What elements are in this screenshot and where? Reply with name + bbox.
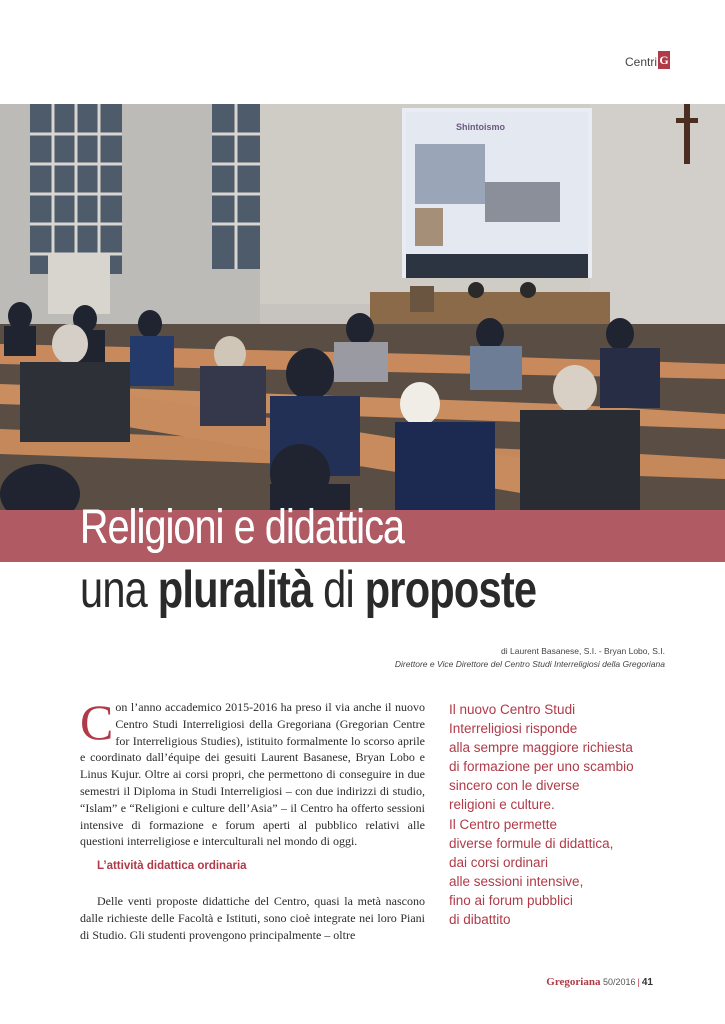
pull-quote-line: dai corsi ordinari bbox=[449, 854, 549, 870]
headline-line2: una pluralità di proposte bbox=[80, 561, 537, 619]
pull-quote-line: alla sempre maggiore richiesta bbox=[449, 740, 633, 756]
magazine-brand: Gregoriana bbox=[546, 976, 601, 988]
pull-quote-line: di formazione per uno scambio bbox=[449, 759, 634, 775]
article-paragraph-1: on l’anno accademico 2015-2016 ha preso il via anche il nuovo Centro Studi Interreligiosi della Gregoriana (Gregorian Centre for Interreligious Studies), istituito formalmente lo scorso aprile e coordinato dall’équipe dei gesuiti Laurent Basanese, Bryan Lobo e Linus Kujur. Oltre ai corsi propri, che permettono di conseguire in due semestri il Diploma in Studi Interreligiosi – con due indirizzi di studio, “Islam” e “Religioni e culture dell’Asia” – il Centro ha offerto sessioni intensive di formazione e forum aperti al pubblico relativi alle questioni interreligiose e interculturali nel mondo di oggi. bbox=[80, 700, 425, 849]
byline-roles: Direttore e Vice Direttore del Centro Studi Interreligiosi della Gregoriana bbox=[394, 659, 665, 669]
pull-quote-line: sincero con le diverse bbox=[449, 778, 580, 794]
pull-quote-line: religioni e culture. bbox=[449, 797, 555, 813]
pull-quote-line: diverse formule di didattica, bbox=[449, 835, 614, 851]
drop-cap: C bbox=[80, 694, 114, 750]
pull-quote-line: fino ai forum pubblici bbox=[449, 892, 573, 908]
article-paragraph-2: Delle venti proposte didattiche del Centro, quasi la metà nascono dalle richieste delle Facoltà e Istituti, sono cioè integrate nei loro Piani di Studio. Gli studenti provengono principalmente – oltre bbox=[80, 894, 425, 942]
section-subhead: L’attività didattica ordinaria bbox=[97, 860, 247, 872]
pull-quote bbox=[449, 700, 674, 929]
pull-quote-line: Il nuovo Centro Studi bbox=[449, 702, 576, 717]
byline-authors: di Laurent Basanese, S.I. - Bryan Lobo, S.I. bbox=[501, 646, 665, 656]
byline bbox=[395, 646, 665, 669]
pull-quote-line: di dibattito bbox=[449, 912, 511, 928]
article-photo bbox=[0, 104, 725, 510]
page-footer: Gregoriana 50/2016 | 41 bbox=[546, 976, 653, 988]
slide-title: Shintoismo bbox=[456, 122, 505, 132]
article-intro bbox=[80, 694, 425, 850]
section-logo-icon: G bbox=[659, 53, 669, 67]
page-number: 41 bbox=[641, 977, 653, 988]
headline-line1: Religioni e didattica bbox=[80, 501, 405, 554]
issue-number: 50/2016 bbox=[602, 977, 636, 987]
pull-quote-line: Il Centro permette bbox=[449, 816, 558, 832]
pull-quote-line: alle sessioni intensive, bbox=[449, 873, 584, 889]
section-label: Centri bbox=[624, 55, 657, 69]
pull-quote-line: Interreligiosi risponde bbox=[449, 721, 578, 737]
